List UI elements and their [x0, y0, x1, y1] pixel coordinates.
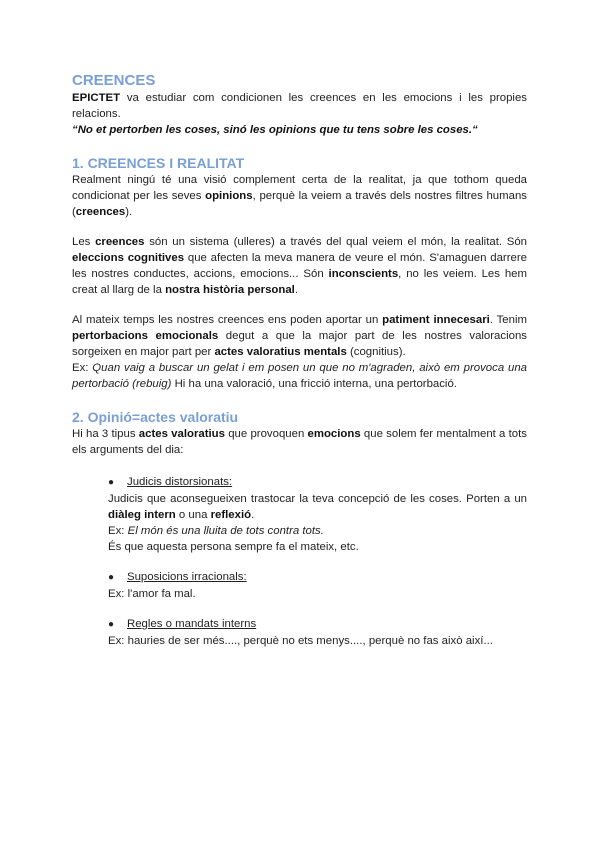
section1-paragraph-2: Les creences són un sistema (ulleres) a través del qual veiem el món, la realitat. Són eleccions cognitives que afecten la meva manera de veure el món. S'amaguen darrere les nostres conductes, accions, emocions... Són inconscients, no les veiem. Les hem creat al llarg de la nostra història personal. [72, 236, 528, 296]
list-item [108, 616, 527, 649]
bullet-list [108, 474, 527, 649]
intro-paragraph: EPICTET va estudiar com condicionen les creences en les emocions i les propies relacions. [72, 92, 527, 120]
list-item [108, 474, 527, 555]
bullet-dot-icon: ● [108, 477, 115, 488]
section1-example: Ex: Quan vaig a buscar un gelat i em posen un que no m'agraden, això em provoca una pertorbació (rebuig) Hi ha una valoració, una fricció interna, una pertorbació. [72, 362, 527, 390]
intro-quote: “No et pertorben les coses, sinó les opinions que tu tens sobre les coses.“ [72, 124, 478, 136]
bullet-dot-icon: ● [108, 619, 115, 630]
bullet-text: Judicis que aconsegueixen trastocar la teva concepció de les coses. Porten a un diàleg intern o una reflexió. [108, 493, 527, 521]
author-name: EPICTET [72, 92, 121, 104]
bullet-example: Ex: El món és una lluita de tots contra tots. [108, 525, 324, 537]
section1-paragraph-1: Realment ningú té una visió complement certa de la realitat, ja que tothom queda condicionat per les seves opinions, perquè la veiem a través dels nostres filtres humans (creences). [72, 174, 527, 218]
list-item [108, 569, 527, 602]
bullet-example: Ex: l'amor fa mal. [108, 588, 196, 600]
bullet-extra: És que aquesta persona sempre fa el mateix, etc. [108, 541, 359, 553]
bullet-example: Ex: hauries de ser més...., perquè no ets menys...., perquè no fas això així... [108, 635, 493, 647]
bullet-title: Regles o mandats interns [127, 618, 257, 630]
document-title: CREENCES [72, 72, 156, 89]
bullet-title: Suposicions irracionals: [127, 571, 247, 583]
bullet-dot-icon: ● [108, 572, 115, 583]
document-body [72, 72, 527, 649]
section1-heading: 1. CREENCES I REALITAT [72, 155, 245, 171]
bullet-title: Judicis distorsionats: [127, 476, 233, 488]
section2-heading: 2. Opinió=actes valoratiu [72, 409, 239, 425]
section2-paragraph-1: Hi ha 3 tipus actes valoratius que provoquen emocions que solem fer mentalment a tots els arguments del dia: [72, 428, 527, 456]
section1-paragraph-3: Al mateix temps les nostres creences ens poden aportar un patiment innecesari. Tenim pertorbacions emocionals degut a que la major part de les nostres valoracions sorgeixen en major part per actes valoratius mentals (cognitius). [72, 314, 527, 358]
